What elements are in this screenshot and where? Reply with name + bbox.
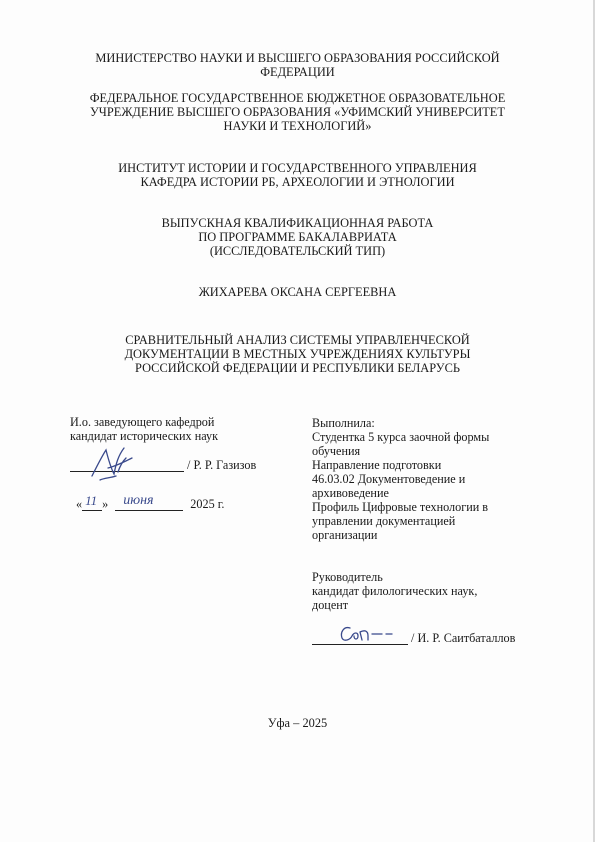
performer-profile: организации (312, 528, 378, 542)
approval-degree: кандидат исторических наук (70, 429, 219, 443)
approval-signer: / Р. Р. Газизов (187, 458, 257, 472)
author-name: ЖИХАРЕВА ОКСАНА СЕРГЕЕВНА (198, 285, 397, 299)
supervisor-degree: доцент (312, 598, 349, 612)
ministry-line: ФЕДЕРАЦИИ (260, 65, 335, 79)
city-year: Уфа – 2025 (267, 716, 328, 730)
title-line: РОССИЙСКОЙ ФЕДЕРАЦИИ И РЕСПУБЛИКИ БЕЛАРУСЬ (135, 361, 460, 375)
institution-line: УЧРЕЖДЕНИЕ ВЫСШЕГО ОБРАЗОВАНИЯ «УФИМСКИЙ УНИВЕРСИТЕТ (90, 105, 505, 119)
date-year: 2025 г. (190, 497, 225, 511)
performer-profile: управлении документацией (312, 514, 456, 528)
date-day: 11 (85, 493, 98, 508)
work-type-block (0, 216, 595, 258)
date-open-quote: « (76, 497, 83, 511)
handwritten-signature-icon (88, 444, 136, 484)
title-line: ДОКУМЕНТАЦИИ В МЕСТНЫХ УЧРЕЖДЕНИЯХ КУЛЬТУРЫ (124, 347, 471, 361)
institution-header (0, 91, 595, 133)
institute-name: ИНСТИТУТ ИСТОРИИ И ГОСУДАРСТВЕННОГО УПРАВЛЕНИЯ (118, 161, 477, 175)
performer-direction: архивоведение (312, 486, 389, 500)
date-month: июня (123, 493, 154, 508)
approval-date (76, 493, 225, 511)
ministry-line: МИНИСТЕРСТВО НАУКИ И ВЫСШЕГО ОБРАЗОВАНИЯ РОССИЙСКОЙ (95, 51, 500, 65)
handwritten-signature-icon (338, 620, 398, 646)
supervisor-heading: Руководитель (312, 570, 383, 584)
supervisor-signer: / И. Р. Саитбаталлов (411, 631, 516, 645)
work-type-line: ВЫПУСКНАЯ КВАЛИФИКАЦИОННАЯ РАБОТА (161, 216, 434, 230)
institution-line: ФЕДЕРАЛЬНОЕ ГОСУДАРСТВЕННОЕ БЮДЖЕТНОЕ ОБРАЗОВАТЕЛЬНОЕ (89, 91, 506, 105)
ministry-header (0, 51, 595, 79)
work-type-line: ПО ПРОГРАММЕ БАКАЛАВРИАТА (198, 230, 397, 244)
title-line: СРАВНИТЕЛЬНЫЙ АНАЛИЗ СИСТЕМЫ УПРАВЛЕНЧЕСКОЙ (125, 333, 470, 347)
performer-student: Студентка 5 курса заочной формы (312, 430, 490, 444)
performer-direction: Направление подготовки (312, 458, 442, 472)
department-block (0, 161, 595, 189)
work-type-line: (ИССЛЕДОВАТЕЛЬСКИЙ ТИП) (209, 244, 386, 258)
performer-block (312, 416, 489, 542)
chair-name: КАФЕДРА ИСТОРИИ РБ, АРХЕОЛОГИИ И ЭТНОЛОГИИ (140, 175, 455, 189)
performer-profile: Профиль Цифровые технологии в (312, 500, 489, 514)
institution-line: НАУКИ И ТЕХНОЛОГИЙ» (223, 119, 372, 133)
date-month-line (115, 493, 183, 511)
supervisor-block (312, 570, 477, 612)
performer-heading: Выполнила: (312, 416, 375, 430)
date-close-quote: » (102, 497, 109, 511)
approval-block (70, 415, 218, 443)
date-day-line (82, 493, 102, 511)
approval-role: И.о. заведующего кафедрой (70, 415, 215, 429)
performer-student: обучения (312, 444, 361, 458)
performer-direction: 46.03.02 Документоведение и (312, 472, 466, 486)
thesis-title (0, 333, 595, 375)
supervisor-degree: кандидат филологических наук, (312, 584, 478, 598)
